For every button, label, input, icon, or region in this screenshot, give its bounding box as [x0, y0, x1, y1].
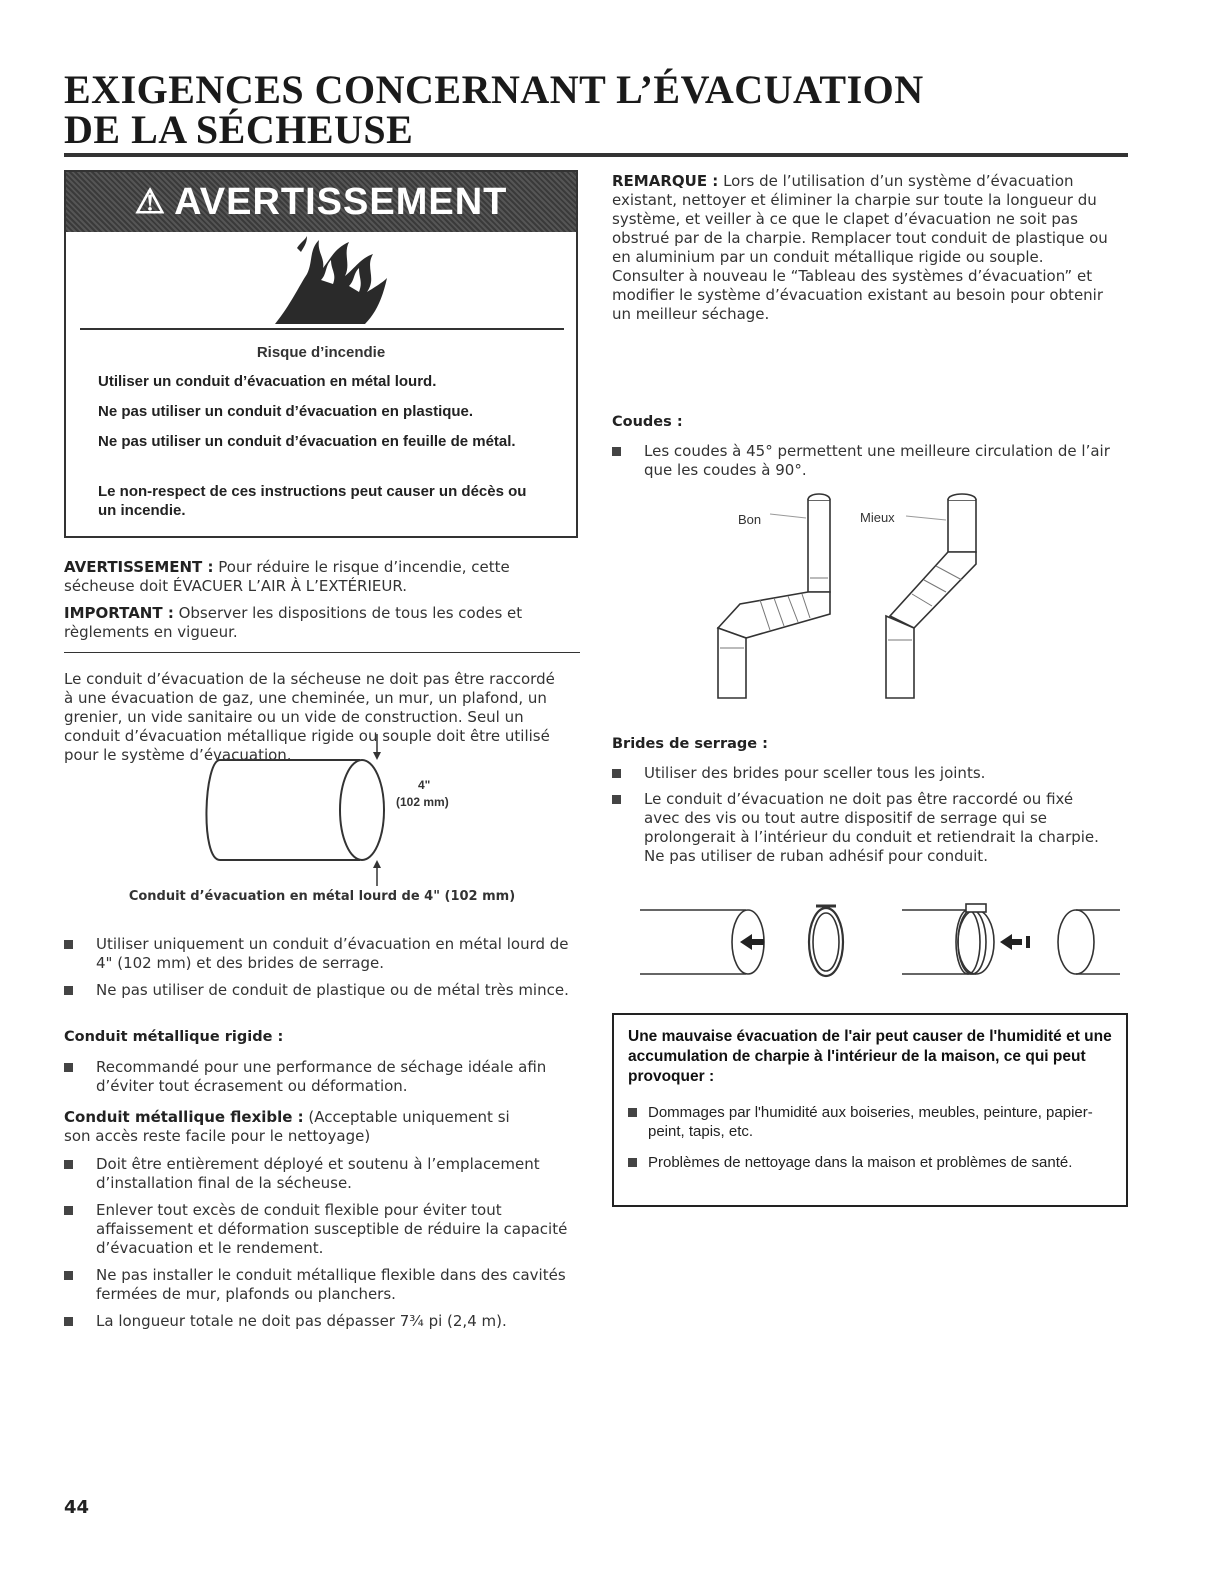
conduit-paragraph: Le conduit d’évacuation de la sécheuse ne doit pas être raccordé à une évacuation de gaz, une cheminée, un mur, un plafond, un grenier, un vide sanitaire ou un vide de construction. Seul un conduit d’évacuation métallique rigide ou souple doit être utilisé pour le système d’évacuation. [64, 670, 555, 764]
remarque-paragraph [612, 172, 1112, 324]
clamp-diagram [636, 896, 1126, 986]
flex-heading [64, 1108, 534, 1146]
bullet-icon [64, 1271, 73, 1280]
bullet-icon [64, 1160, 73, 1169]
important-label: IMPORTANT : [64, 604, 174, 622]
bullet-icon [64, 1063, 73, 1072]
avertissement-paragraph [64, 558, 564, 596]
avertissement-text: Pour réduire le risque d’incendie, cette sécheuse doit ÉVACUER L’AIR À L’EXTÉRIEUR. [64, 558, 510, 595]
bullet-icon [64, 986, 73, 995]
flex-heading-note: (Acceptable uniquement si son accès reste facile pour le nettoyage) [64, 1108, 510, 1145]
humidity-warning-heading: Une mauvaise évacuation de l'air peut causer de l'humidité et une accumulation de charpie à l'intérieur de la maison, ce qui peut provoquer : [628, 1028, 1112, 1085]
coudes-heading: Coudes : [612, 414, 683, 430]
list-item-text: Utiliser des brides pour sceller tous les joints. [644, 764, 986, 782]
list-item [628, 1103, 1124, 1141]
warning-line-1: Utiliser un conduit d’évacuation en métal lourd. [98, 373, 437, 390]
important-paragraph [64, 604, 564, 642]
list-item-text: Ne pas utiliser de conduit de plastique ou de métal très mince. [96, 981, 569, 999]
title-rule [64, 153, 1128, 157]
page-title-line-2: DE LA SÉCHEUSE [64, 107, 414, 152]
list-item [612, 790, 1112, 866]
elbow-label-bon: Bon [738, 512, 762, 527]
important-text: Observer les dispositions de tous les codes et règlements en vigueur. [64, 604, 523, 641]
flex-heading-label: Conduit métallique flexible : [64, 1108, 304, 1126]
list-item-text: Enlever tout excès de conduit flexible pour éviter tout affaissement et déformation susceptible de réduire la capacité d’évacuation et le rendement. [96, 1201, 568, 1257]
list-item [64, 1266, 584, 1304]
remarque-label: REMARQUE : [612, 172, 719, 190]
duct-dimension-mm: (102 mm) [396, 795, 449, 809]
warning-box [64, 170, 578, 538]
list-item [64, 1312, 584, 1331]
warning-line-4: Le non-respect de ces instructions peut causer un décès ou un incendie. [98, 483, 527, 519]
list-item-text: Les coudes à 45° permettent une meilleure circulation de l’air que les coudes à 90°. [644, 442, 1110, 479]
list-item [64, 935, 584, 973]
bullet-icon [64, 1317, 73, 1326]
section-rule [64, 652, 580, 653]
bullet-icon [612, 795, 621, 804]
bullet-icon [612, 447, 621, 456]
bullet-icon [64, 940, 73, 949]
duct-caption: Conduit d’évacuation en métal lourd de 4" (102 mm) [128, 889, 516, 904]
list-item-text: Le conduit d’évacuation ne doit pas être raccordé ou fixé avec des vis ou tout autre dispositif de serrage qui se prolongerait à l’intérieur du conduit et retiendrait la charpie. Ne pas utiliser de ruban adhésif pour conduit. [644, 790, 1099, 865]
list-item [64, 981, 584, 1000]
page-title [64, 67, 1144, 152]
elbow-label-mieux: Mieux [860, 510, 895, 525]
list-item [64, 1058, 584, 1096]
list-item-text: La longueur totale ne doit pas dépasser 7³⁄₄ pi (2,4 m). [96, 1312, 507, 1330]
list-item-text: Ne pas installer le conduit métallique flexible dans des cavités fermées de mur, plafonds ou planchers. [96, 1266, 566, 1303]
list-item [64, 1201, 584, 1258]
list-item-text: Utiliser uniquement un conduit d’évacuation en métal lourd de 4" (102 mm) et des brides de serrage. [96, 935, 569, 972]
avertissement-label: AVERTISSEMENT : [64, 558, 214, 576]
page-title-line-1: EXIGENCES CONCERNANT L’ÉVACUATION [64, 67, 924, 112]
list-item-text: Recommandé pour une performance de séchage idéale afin d’éviter tout écrasement ou déformation. [96, 1058, 547, 1095]
duct-diagram [190, 730, 510, 890]
fire-icon [261, 234, 391, 326]
warning-header [66, 172, 576, 232]
list-item-text: Doit être entièrement déployé et soutenu à l’emplacement d’installation final de la sécheuse. [96, 1155, 540, 1192]
warning-header-label: AVERTISSEMENT [174, 180, 508, 223]
warning-triangle-icon: ⚠ [134, 183, 167, 221]
bullet-icon [64, 1206, 73, 1215]
list-item [628, 1153, 1124, 1172]
list-item [612, 442, 1112, 480]
duct-dimension-inch: 4" [418, 778, 431, 792]
page-number: 44 [64, 1497, 90, 1518]
list-item-text: Dommages par l'humidité aux boiseries, meubles, peinture, papier-peint, tapis, etc. [648, 1104, 1093, 1140]
warning-separator [80, 328, 564, 330]
bullet-icon [628, 1108, 637, 1117]
bullet-icon [612, 769, 621, 778]
warning-line-2: Ne pas utiliser un conduit d’évacuation en plastique. [98, 403, 474, 420]
warning-line-3: Ne pas utiliser un conduit d’évacuation en feuille de métal. [98, 433, 516, 450]
list-item [64, 1155, 584, 1193]
remarque-text: Lors de l’utilisation d’un système d’évacuation existant, nettoyer et éliminer la charpie sur toute la longueur du système, et veiller à ce que le clapet d’évacuation ne soit pas obstrué par de la charpie. Remplacer tout conduit de plastique ou en aluminium par un conduit métallique rigide ou souple. Consulter à nouveau le “Tableau des systèmes d’évacuation” et modifier le système d’évacuation existant au besoin pour obtenir un meilleur séchage. [612, 172, 1108, 323]
warning-subtitle: Risque d’incendie [256, 344, 386, 361]
list-item-text: Problèmes de nettoyage dans la maison et problèmes de santé. [648, 1154, 1073, 1171]
rigid-heading: Conduit métallique rigide : [64, 1029, 284, 1045]
list-item [612, 764, 1112, 783]
bullet-icon [628, 1158, 637, 1167]
humidity-warning-box [612, 1013, 1128, 1207]
brides-heading: Brides de serrage : [612, 736, 768, 752]
